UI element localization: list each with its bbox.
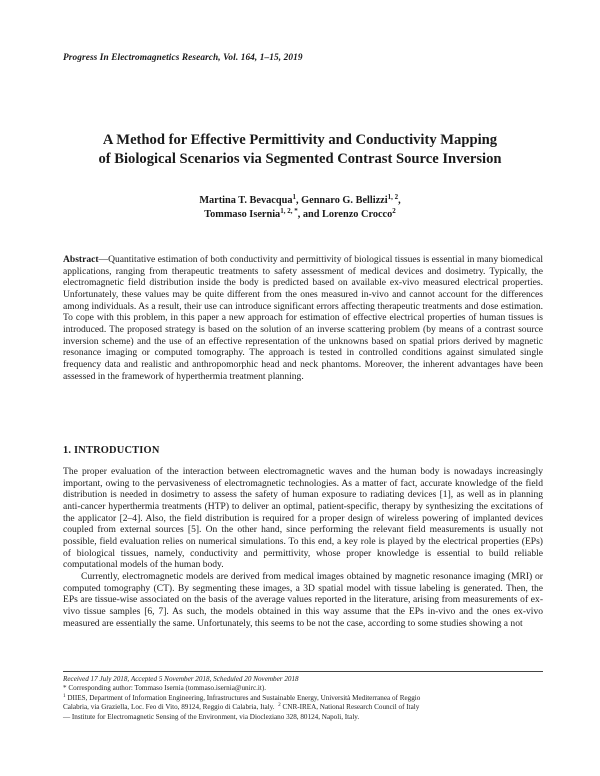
author-list (40, 194, 560, 222)
author-name: Martina T. Bevacqua (199, 195, 293, 206)
affiliation-marker: 2 (278, 702, 281, 709)
author-separator: , (295, 195, 302, 206)
section-heading: 1. INTRODUCTION (63, 445, 160, 456)
affiliation-marker: 1, 2, * (280, 207, 298, 215)
paper-title (40, 131, 560, 169)
author-name: Gennaro G. Bellizzi (301, 195, 388, 206)
abstract (63, 254, 543, 382)
author-separator: , (398, 195, 401, 206)
author-line-2 (40, 208, 560, 222)
abstract-heading: Abstract (63, 254, 99, 265)
title-line-2: of Biological Scenarios via Segmented Contrast Source Inversion (98, 151, 502, 167)
author-name: Tommaso Isernia (204, 209, 281, 220)
title-line-1: A Method for Effective Permittivity and Conductivity Mapping (102, 132, 498, 148)
affiliation-line-3: — Institute for Electromagnetic Sensing of the Environment, via Diocleziano 328, 80124, Napoli, Italy. (63, 712, 360, 721)
received-dates: Received 17 July 2018, Accepted 5 November 2018, Scheduled 20 November 2018 (63, 675, 299, 683)
affiliation-marker: 1 (292, 193, 296, 201)
affiliation-line-1: $^1$ DIIES, Department of Information Engineering, Infrastructures and Sustainable Energy, Università Mediterranea of Reggio (63, 692, 421, 702)
footnotes (63, 675, 543, 722)
author-separator: , and (297, 209, 323, 220)
footnote-divider (63, 671, 543, 672)
affiliation-line-2: Calabria, via Graziella, Loc. Feo di Vito, 89124, Reggio di Calabria, Italy. $^2$ CNR-IREA, National Research Council of Italy (63, 702, 420, 712)
author-name: Lorenzo Crocco (322, 209, 393, 220)
abstract-text: —Quantitative estimation of both conductivity and permittivity of biological tissues is essential in many biomedical applications, ranging from therapeutic treatments to safety assessment of medical devices and dosimetry. Typically, the electromagnetic field distribution inside the body is predicted based on available ex-vivo measured electrical properties. Unfortunately, these values may be quite different from the ones measured in-vivo and cannot account for the differences among individuals. As a result, their use can introduce significant errors affecting therapeutic treatments and dose estimation. To cope with this problem, in this paper a new approach for estimation of effective electrical properties of human tissues is introduced. The proposed strategy is based on the solution of an inverse scattering problem (by means of a contrast source inversion scheme) and the use of an effective representation of the unknowns based on spatial priors derived by magnetic resonance imaging or computed tomography. The approach is tested in controlled conditions against simulated single frequency data and realistic and anthropomorphic head and neck phantoms. Moreover, the inherent advantages have been assessed in the framework of hyperthermia treatment planning. (63, 254, 543, 382)
corresponding-author: * Corresponding author: Tommaso Isernia (tommaso.isernia@unirc.it). (63, 684, 267, 693)
author-line-1 (40, 194, 560, 208)
intro-paragraph-1: The proper evaluation of the interaction between electromagnetic waves and the human body is nowadays increasingly important, owing to the pervasiveness of electromagnetic technologies. As a matter of fact, accurate knowledge of the field distribution is needed in dosimetry to assess the safety of human exposure to radiating devices [1], as well as in planning anti-cancer hyperthermia treatments (HTP) to deliver an optimal, patient-specific, therapy by synthesizing the excitations of the applicator [2–4]. Also, the field distribution is required for a proper design of wireless powering of implanted devices coupled from external sources [5]. On the other hand, since performing the relevant field measurements is usually not possible, field evaluation relies on numerical simulations. To this end, a key role is played by the electrical properties (EPs) of biological tissues, namely, conductivity and permittivity, whose proper knowledge is essential to build reliable computational models of the human body. (63, 466, 543, 571)
introduction-body (63, 466, 543, 629)
intro-paragraph-2: Currently, electromagnetic models are derived from medical images obtained by magnetic resonance imaging (MRI) or computed tomography (CT). By segmenting these images, a 3D spatial model with tissue labeling is generated. Then, the EPs are tissue-wise associated on the basis of the average values reported in the literature, arising from measurements of ex-vivo tissue samples [6, 7]. As such, the models obtained in this way assume that the EPs in-vivo and the ones ex-vivo measured are essentially the same. Unfortunately, this seems to be not the case, according to some studies showing a not (63, 570, 543, 629)
journal-header: Progress In Electromagnetics Research, Vol. 164, 1–15, 2019 (63, 53, 303, 63)
affiliation-marker: 1 (63, 692, 66, 699)
affiliation-marker: 2 (392, 207, 396, 215)
affiliation-marker: 1, 2 (387, 193, 399, 201)
